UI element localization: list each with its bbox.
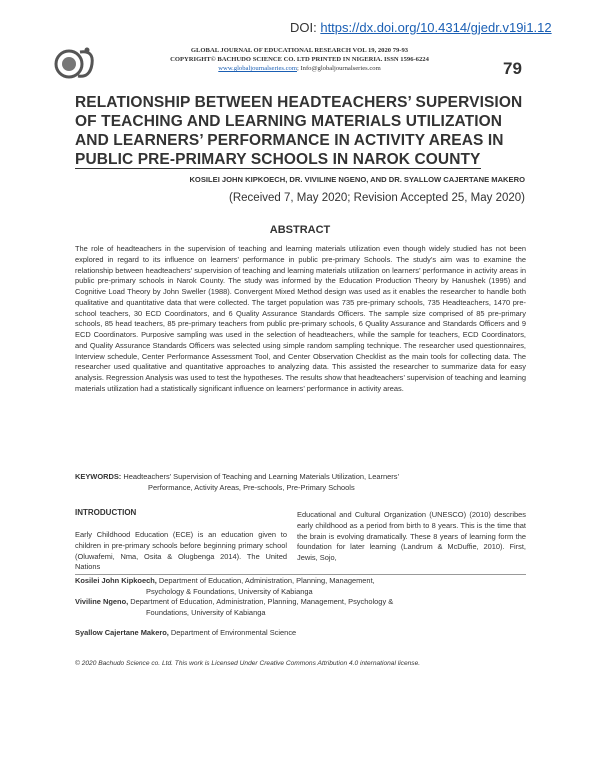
keywords-text: Headteachers’ Supervision of Teaching and Learning Materials Utilization, Learners’ — [123, 472, 400, 481]
affiliation-entry — [75, 576, 526, 597]
journal-title-line: GLOBAL JOURNAL OF EDUCATIONAL RESEARCH VOL 19, 2020 79-93 — [190, 47, 409, 54]
title-line-2: OF TEACHING AND LEARNING MATERIALS UTILIZATION — [75, 113, 503, 130]
introduction-left-column: Early Childhood Education (ECE) is an education given to children in pre-primary schools before beginning primary school (Oluwafemi, Nma, Osita & Olugbenga 2014). The United Nations — [75, 530, 287, 572]
keywords-label: KEYWORDS: — [75, 472, 122, 481]
author-affiliations — [75, 576, 526, 639]
author-list: KOSILEI JOHN KIPKOECH, DR. VIVILINE NGENO, AND DR. SYALLOW CAJERTANE MAKERO — [189, 175, 525, 184]
affiliation-divider — [75, 574, 526, 575]
doi-line — [290, 20, 552, 35]
affiliation-entry — [75, 628, 526, 639]
affiliation-text-cont: Psychology & Foundations, University of Kabianga — [146, 586, 313, 596]
affiliation-text: Department of Education, Administration, Planning, Management, Psychology & — [128, 597, 394, 607]
affiliation-name: Viviline Ngeno, — [75, 597, 129, 607]
introduction-heading: INTRODUCTION — [75, 508, 137, 517]
doi-prefix: DOI: — [290, 20, 321, 35]
doi-link[interactable]: https://dx.doi.org/10.4314/gjedr.v19i1.12 — [320, 20, 552, 35]
introduction-right-column: Educational and Cultural Organization (UNESCO) (2010) describes early childhood as a period from birth to 8 years. This is the time that the brain is evolving dramatically. These 8 years of learning form the foundation for later learning (Landrum & McDuffie, 2010). First, Jewis, Sojo, — [297, 510, 526, 563]
journal-email: ; Info@globaljournalseries.com — [296, 65, 381, 72]
journal-header — [112, 46, 487, 73]
title-line-1: RELATIONSHIP BETWEEN HEADTEACHERS’ SUPERVISION — [75, 94, 523, 111]
affiliation-text: Department of Education, Administration, Planning, Management, — [156, 576, 375, 585]
affiliation-name: Kosilei John Kipkoech, — [75, 576, 157, 585]
copyright-line: COPYRIGHT© BACHUDO SCIENCE CO. LTD PRINTED IN NIGERIA. ISSN 1596-6224 — [170, 56, 429, 63]
journal-contact-line — [112, 64, 487, 73]
journal-logo — [54, 44, 98, 84]
paper-title — [75, 93, 535, 169]
abstract-body: The role of headteachers in the supervision of teaching and learning materials utilization even though widely studied has not been explored in regard to its influence on learners’ performance in public pre-primary Schools. The study’s aim was to examine the relationship between headteachers’ supervision of teaching and learning materials utilization on learners’ performance in activity areas in public pre-primary schools in Narok County. The study was informed by the Education Production Theory by Hanushek (1995) and Cognitive Load Theory by John Sweller (1988). Convergent Mixed Method design was used as it enables the researcher to handle both qualitative and quantitative data that were collected. The target population was 735 pre-primary schools, 735 Headteachers, 1470 pre-school teachers, 30 ECD Coordinators, and 6 Quality Assurance Standards Officers. The sample size comprised of 85 pre-primary schools, 85 head teachers, 85 pre-primary teachers from public pre-primary schools, 6 Quality Assurance and Standards Officers and 9 ECD Coordinators. Purposive sampling was used in the selection of headteachers, while the sample for teachers, ECD Coordinators, and Quality Assurance Standards Officers was selected using simple random sampling technique. The researcher used questionnaires, Interview schedule, Center Performance Assessment Tool, and Center Observation Checklist as the main tools for collecting data. The researcher used qualitative and quantitative approaches to analyzing data. This assisted the researcher to summarize data for easy analysis. Regression Analysis was used to test the hypotheses. The results show that headteachers’ supervision of teaching and learning materials utilization had a statistically significant influence on learners’ performance in activity areas. — [75, 244, 526, 393]
title-line-3: AND LEARNERS’ PERFORMANCE IN ACTIVITY AREAS IN — [75, 132, 504, 149]
affiliation-text-cont: Foundations, University of Kabianga — [146, 607, 266, 617]
abstract-heading: ABSTRACT — [269, 224, 331, 236]
page-number: 79 — [503, 59, 522, 78]
keywords-text-cont: Performance, Activity Areas, Pre-schools, Pre-Primary Schools — [148, 482, 355, 492]
title-line-4: PUBLIC PRE-PRIMARY SCHOOLS IN NAROK COUNTY — [75, 151, 481, 168]
keywords — [75, 472, 526, 494]
affiliation-text: Department of Environmental Science — [168, 628, 297, 638]
affiliation-entry — [75, 597, 526, 618]
affiliation-name: Syallow Cajertane Makero, — [75, 628, 169, 638]
license-notice: © 2020 Bachudo Science co. Ltd. This work is Licensed Under Creative Commons Attribution 4.0 international license. — [75, 660, 421, 667]
received-dates: (Received 7, May 2020; Revision Accepted 25, May 2020) — [229, 192, 525, 204]
journal-website-link[interactable]: www.globaljournalseries.com — [218, 65, 297, 72]
